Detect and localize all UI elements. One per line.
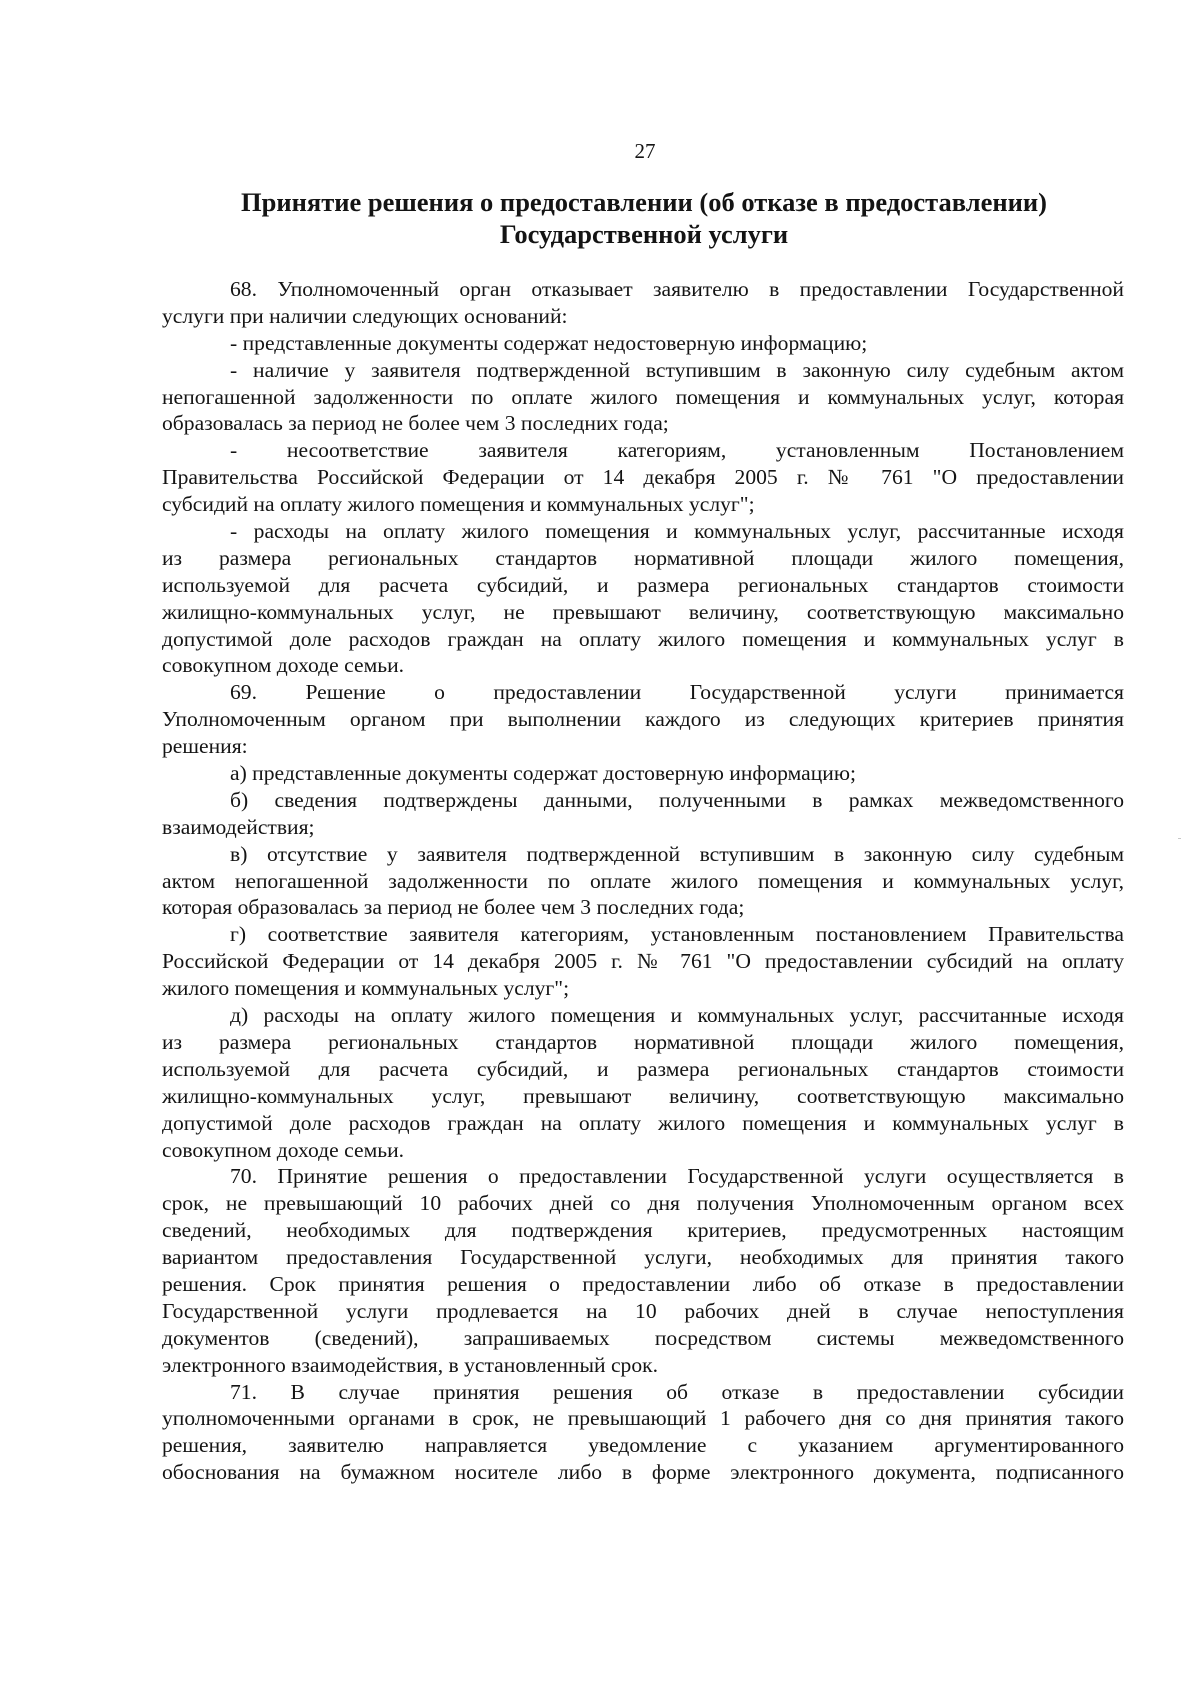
- text-line: совокупном доходе семьи.: [162, 653, 405, 678]
- page-number: 27: [634, 139, 656, 163]
- title-line-2: Государственной услуги: [499, 219, 789, 249]
- text-line: д) расходы на оплату жилого помещения и коммунальных услуг, рассчитанные исходя: [230, 1003, 1124, 1028]
- text-line: Уполномоченным органом при выполнении каждого из следующих критериев принятия: [162, 707, 1124, 732]
- document-body: [162, 276, 1124, 1486]
- text-line: электронного взаимодействия, в установленный срок.: [162, 1352, 659, 1377]
- text-line: жилищно-коммунальных услуг, не превышают величину, соответствующую максимально: [162, 599, 1124, 624]
- text-line: из размера региональных стандартов нормативной площади жилого помещения,: [162, 1029, 1124, 1054]
- text-line: - расходы на оплату жилого помещения и коммунальных услуг, рассчитанные исходя: [230, 519, 1124, 544]
- section-title: [160, 186, 1128, 250]
- text-line: решения. Срок принятия решения о предоставлении либо об отказе в предоставлении: [162, 1271, 1124, 1296]
- text-line: используемой для расчета субсидий, и размера региональных стандартов стоимости: [162, 572, 1124, 597]
- text-line: 68. Уполномоченный орган отказывает заявителю в предоставлении Государственной: [230, 277, 1124, 301]
- text-line: допустимой доле расходов граждан на оплату жилого помещения и коммунальных услуг в: [162, 626, 1124, 651]
- text-line: Правительства Российской Федерации от 14 декабря 2005 г. № 761 "О предоставлении: [162, 465, 1124, 490]
- text-line: решения:: [162, 734, 248, 759]
- text-line: а) представленные документы содержат достоверную информацию;: [230, 761, 856, 786]
- text-line: сведений, необходимых для подтверждения критериев, предусмотренных настоящим: [162, 1218, 1124, 1243]
- text-line: обоснования на бумажном носителе либо в форме электронного документа, подписанного: [162, 1460, 1124, 1485]
- text-line: жилого помещения и коммунальных услуг";: [162, 976, 570, 1001]
- title-line-1: Принятие решения о предоставлении (об отказе в предоставлении): [241, 187, 1047, 217]
- text-line: используемой для расчета субсидий, и размера региональных стандартов стоимости: [162, 1056, 1124, 1081]
- text-line: решения, заявителю направляется уведомление с указанием аргументированного: [162, 1433, 1124, 1458]
- text-line: актом непогашенной задолженности по оплате жилого помещения и коммунальных услуг,: [162, 868, 1124, 893]
- text-line: жилищно-коммунальных услуг, превышают величину, соответствующую максимально: [162, 1083, 1124, 1108]
- text-line: в) отсутствие у заявителя подтвержденной вступившим в законную силу судебным: [230, 841, 1124, 866]
- text-line: - представленные документы содержат недостоверную информацию;: [230, 330, 868, 355]
- text-line: уполномоченными органами в срок, не превышающий 1 рабочего дня со дня принятия такого: [162, 1406, 1124, 1431]
- text-line: допустимой доле расходов граждан на оплату жилого помещения и коммунальных услуг в: [162, 1110, 1124, 1135]
- text-line: из размера региональных стандартов нормативной площади жилого помещения,: [162, 545, 1124, 570]
- text-line: которая образовалась за период не более чем 3 последних года;: [162, 895, 745, 920]
- text-line: - несоответствие заявителя категориям, установленным Постановлением: [230, 438, 1124, 463]
- scan-artifact: [1178, 838, 1181, 839]
- text-line: услуги при наличии следующих оснований:: [162, 303, 568, 328]
- text-line: непогашенной задолженности по оплате жилого помещения и коммунальных услуг, которая: [162, 384, 1124, 409]
- text-line: образовалась за период не более чем 3 последних года;: [162, 411, 669, 436]
- text-line: взаимодействия;: [162, 814, 315, 839]
- text-line: документов (сведений), запрашиваемых посредством системы межведомственного: [162, 1325, 1124, 1350]
- text-line: срок, не превышающий 10 рабочих дней со дня получения Уполномоченным органом всех: [162, 1191, 1124, 1216]
- text-line: Российской Федерации от 14 декабря 2005 г. № 761 "О предоставлении субсидий на оплату: [162, 949, 1124, 974]
- text-line: 69. Решение о предоставлении Государственной услуги принимается: [230, 680, 1124, 705]
- text-line: 71. В случае принятия решения об отказе в предоставлении субсидии: [230, 1379, 1124, 1404]
- text-line: Государственной услуги продлевается на 10 рабочих дней в случае непоступления: [162, 1298, 1124, 1323]
- text-line: совокупном доходе семьи.: [162, 1137, 405, 1162]
- text-line: субсидий на оплату жилого помещения и коммунальных услуг";: [162, 492, 755, 517]
- text-line: б) сведения подтверждены данными, полученными в рамках межведомственного: [230, 787, 1124, 812]
- text-line: г) соответствие заявителя категориям, установленным постановлением Правительства: [230, 922, 1124, 947]
- text-line: вариантом предоставления Государственной услуги, необходимых для принятия такого: [162, 1245, 1124, 1270]
- text-line: - наличие у заявителя подтвержденной вступившим в законную силу судебным актом: [230, 357, 1124, 382]
- text-line: 70. Принятие решения о предоставлении Государственной услуги осуществляется в: [230, 1164, 1124, 1189]
